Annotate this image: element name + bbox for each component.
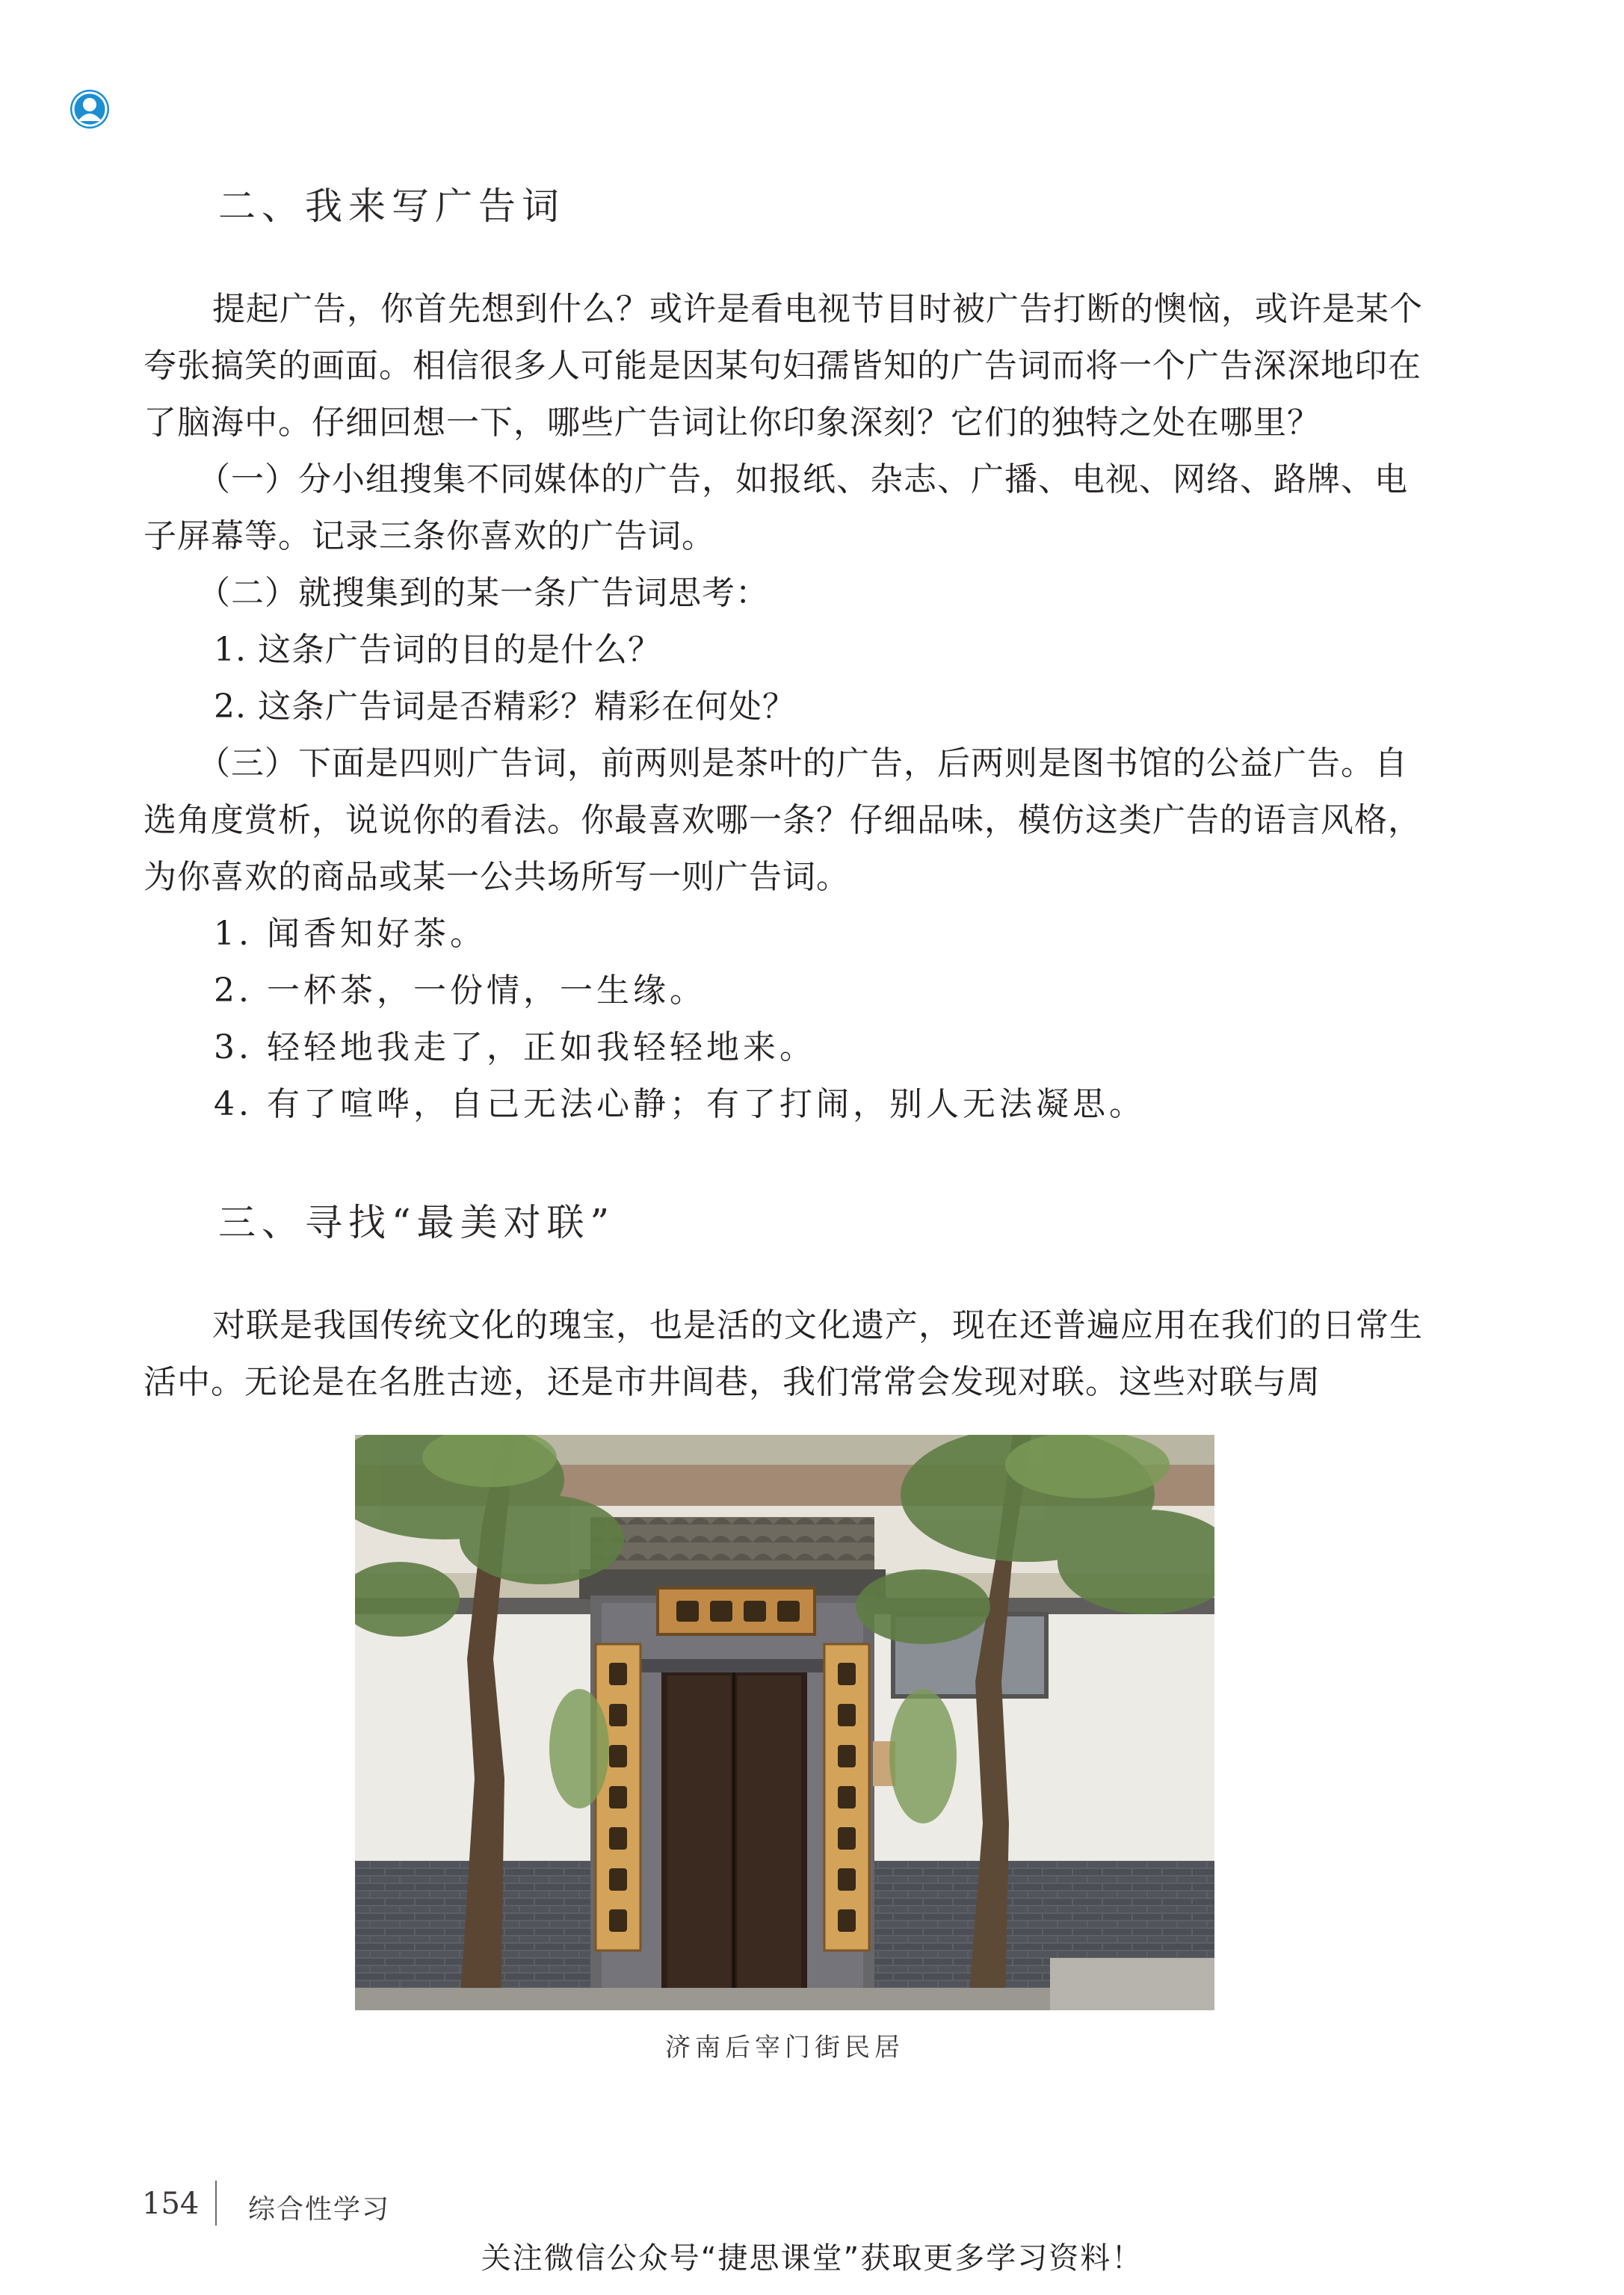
task-3: （三）下面是四则广告词，前两则是茶叶的广告，后两则是图书馆的公益广告。自选角度赏析，说说你的看法。你最喜欢哪一条？仔细品味，模仿这类广告的语言风格，为你喜欢的商品或某一公共场所写一则广告词。 [143, 744, 1421, 896]
ad-4: 4. 有了喧哗，自己无法心静；有了打闹，别人无法凝思。 [214, 1085, 1146, 1123]
footer-section: 综合性学习 [248, 2194, 391, 2225]
person-icon [69, 88, 111, 130]
page-number: 154 [142, 2187, 200, 2221]
section2-intro: 提起广告，你首先想到什么？或许是看电视节目时被广告打断的懊恼，或许是某个夸张搞笑的画面。相信很多人可能是因某句妇孺皆知的广告词而将一个广告深深地印在了脑海中。仔细回想一下，哪些广告词让你印象深刻？它们的独特之处在哪里？ [143, 290, 1423, 442]
question-2: 2. 这条广告词是否精彩？精彩在何处？ [214, 688, 796, 726]
section3-body [143, 1297, 1429, 1411]
ad-2: 2. 一杯茶，一份情，一生缘。 [214, 972, 706, 1010]
ad-1: 1. 闻香知好茶。 [214, 915, 487, 953]
section2-title: 二、我来写广告词 [218, 185, 565, 228]
ad-3: 3. 轻轻地我走了，正如我轻轻地来。 [214, 1028, 816, 1066]
footer-promo: 关注微信公众号“捷思课堂”获取更多学习资料！ [481, 2241, 1143, 2276]
courtyard-gate-photo [355, 1435, 1214, 2010]
section3-intro: 对联是我国传统文化的瑰宝，也是活的文化遗产，现在还普遍应用在我们的日常生活中。无论是在名胜古迹，还是市井闾巷，我们常常会发现对联。这些对联与周 [143, 1306, 1423, 1401]
question-1: 1. 这条广告词的目的是什么？ [214, 631, 661, 669]
task-2: （二）就搜集到的某一条广告词思考： [197, 574, 769, 612]
task-1: （一）分小组搜集不同媒体的广告，如报纸、杂志、广播、电视、网络、路牌、电子屏幕等。记录三条你喜欢的广告词。 [143, 460, 1408, 555]
section2-body [143, 281, 1429, 1133]
section3-title: 三、寻找“最美对联” [218, 1201, 616, 1244]
photo-caption: 济南后宰门街民居 [665, 2033, 904, 2063]
footer-divider [215, 2181, 217, 2225]
